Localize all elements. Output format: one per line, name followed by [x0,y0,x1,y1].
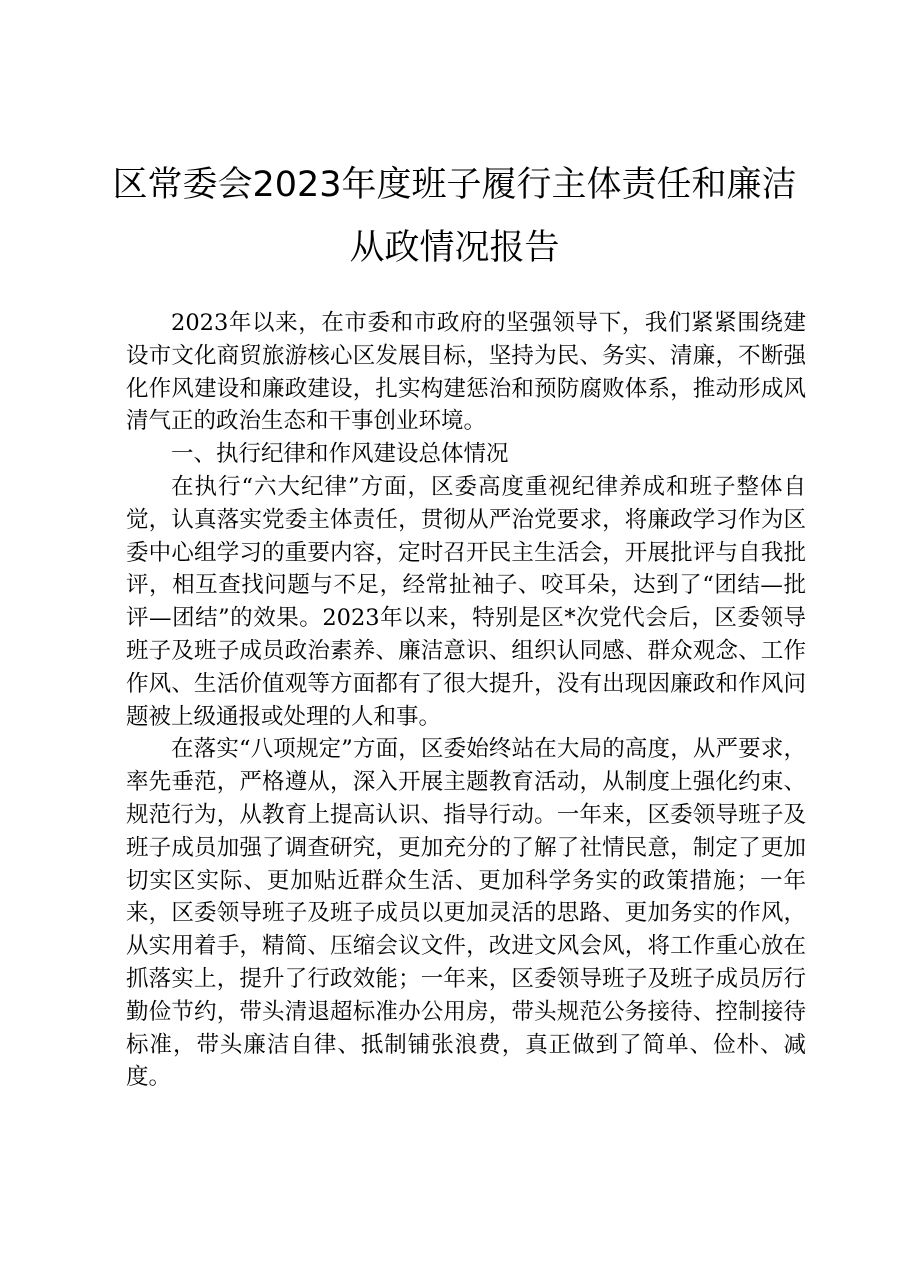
document-title-line-1: 区常委会2023年度班子履行主体责任和廉洁 [112,165,797,205]
eight-rules-paragraph: 在落实“八项规定”方面，区委始终站在大局的高度，从严要求，率先垂范，严格遵从，深入开展主题教育活动，从制度上强化约束、规范行为，从教育上提高认识、指导行动。一年来，区委领导班子及班子成员加强了调查研究，更加充分的了解了社情民意，制定了更加切实区实际、更加贴近群众生活、更加科学务实的政策措施；一年来，区委领导班子及班子成员以更加灵活的思路、更加务实的作风，从实用着手，精简、压缩会议文件，改进文风会风，将工作重心放在抓落实上，提升了行政效能；一年来，区委领导班子及班子成员厉行勤俭节约，带头清退超标准办公用房，带头规范公务接待、控制接待标准，带头廉洁自律、抵制铺张浪费，真正做到了简单、俭朴、减度。 [126,736,806,1091]
document-title-line-2: 从政情况报告 [349,228,560,268]
intro-paragraph: 2023年以来，在市委和市政府的坚强领导下，我们紧紧围绕建设市文化商贸旅游核心区发展目标，坚持为民、务实、清廉，不断强化作风建设和廉政建设，扎实构建惩治和预防腐败体系，推动形成风清气正的政治生态和干事创业环境。 [126,310,806,435]
document-body [126,307,806,1094]
discipline-paragraph: 在执行“六大纪律”方面，区委高度重视纪律养成和班子整体自觉，认真落实党委主体责任，贯彻从严治党要求，将廉政学习作为区委中心组学习的重要内容，定时召开民主生活会，开展批评与自我批评，相互查找问题与不足，经常扯袖子、咬耳朵，达到了“团结—批评—团结”的效果。2023年以来，特别是区*次党代会后，区委领导班子及班子成员政治素养、廉洁意识、组织认同感、群众观念、工作作风、生活价值观等方面都有了很大提升，没有出现因廉政和作风问题被上级通报或处理的人和事。 [126,473,806,730]
section-heading: 一、执行纪律和作风建设总体情况 [171,441,509,468]
